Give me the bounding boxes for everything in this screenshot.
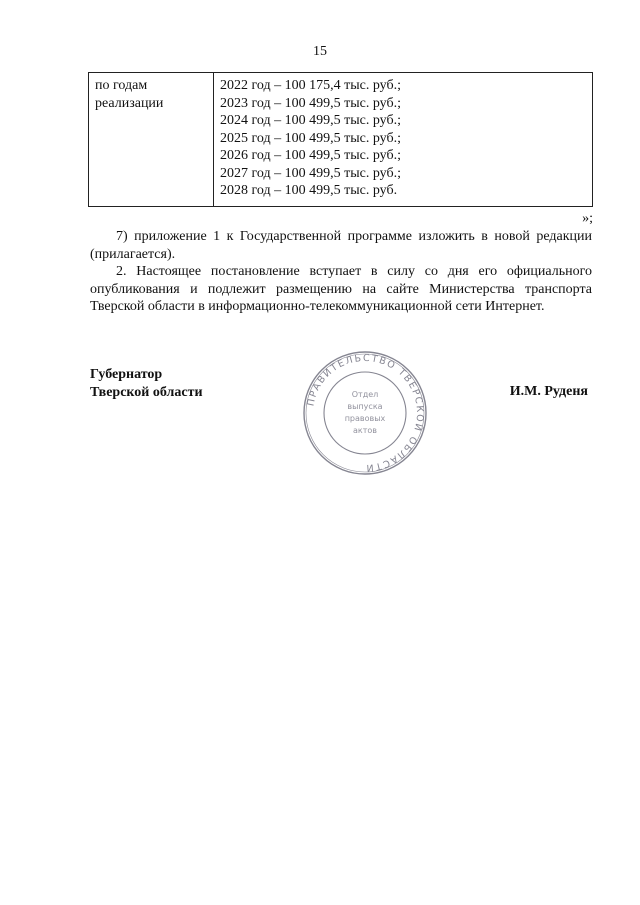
- year-funding-line: 2024 год – 100 499,5 тыс. руб.;: [220, 113, 401, 128]
- table-label-line: реализации: [95, 95, 164, 111]
- year-funding-line: 2028 год – 100 499,5 тыс. руб.: [220, 183, 398, 198]
- table-label-cell: [89, 73, 214, 207]
- table-row: [89, 73, 593, 207]
- year-funding-line: 2023 год – 100 499,5 тыс. руб.;: [220, 95, 401, 111]
- seal-inner-line: Отдел: [351, 390, 379, 399]
- closing-quote: »;: [582, 211, 593, 226]
- year-funding-line: 2022 год – 100 175,4 тыс. руб.;: [220, 78, 401, 93]
- official-seal: [301, 349, 429, 477]
- seal-inner-line: правовых: [344, 414, 386, 423]
- table-label-line: по годам: [95, 78, 148, 93]
- year-funding-line: 2027 год – 100 499,5 тыс. руб.;: [220, 165, 401, 181]
- signer-title: [90, 366, 203, 402]
- seal-inner-line: выпуска: [347, 402, 383, 411]
- seal-outer-text: ПРАВИТЕЛЬСТВО ТВЕРСКОЙ ОБЛАСТИ: [305, 352, 426, 474]
- paragraph-effective-date: 2. Настоящее постановление вступает в силу со дня его официального опубликования и подлежит размещению на сайте Министерства транспорта Тверской области в информационно-телекоммуникационной сети Интернет.: [90, 264, 592, 314]
- table-values-cell: [214, 73, 593, 207]
- seal-inner-line: актов: [352, 426, 378, 435]
- signer-title-line: Губернатор: [90, 367, 163, 382]
- budget-table: [88, 72, 593, 207]
- year-funding-line: 2025 год – 100 499,5 тыс. руб.;: [220, 130, 401, 146]
- signer-title-line: Тверской области: [90, 385, 203, 400]
- seal-inner-ring: [324, 372, 406, 454]
- page-number: 15: [313, 44, 327, 59]
- paragraph-item-7: 7) приложение 1 к Государственной программе изложить в новой редакции (прилагается).: [90, 229, 592, 262]
- seal-outer-ring: [304, 352, 426, 474]
- year-funding-line: 2026 год – 100 499,5 тыс. руб.;: [220, 148, 401, 163]
- signer-name: И.М. Руденя: [509, 384, 588, 399]
